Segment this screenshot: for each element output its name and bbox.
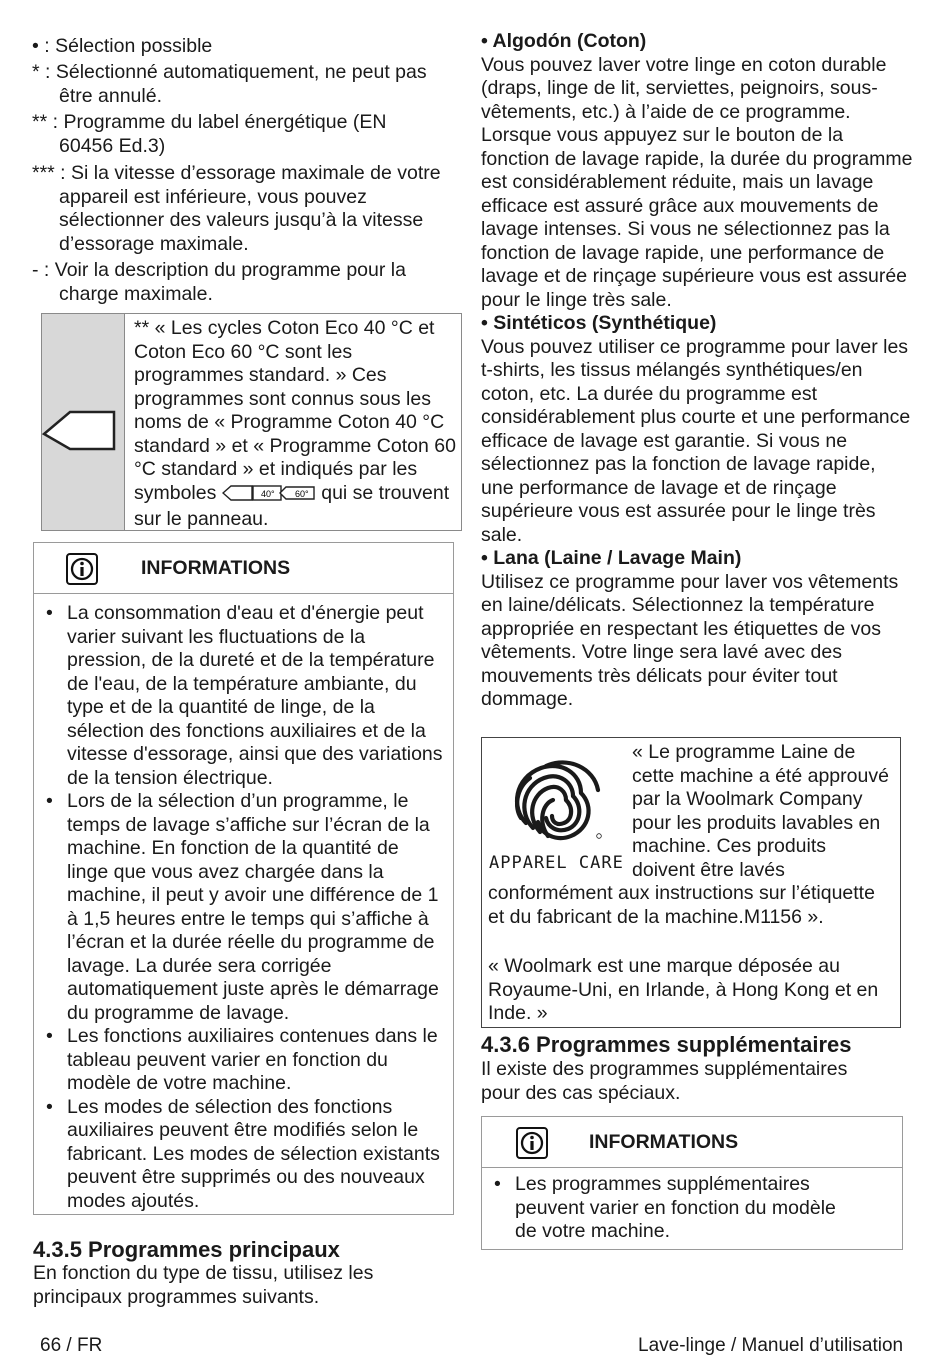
info-box [33, 542, 454, 1215]
info-title: INFORMATIONS [141, 557, 291, 579]
list-item: • La consommation d'eau et d'énergie peut varier suivant les fluctuations de la pression, de la dureté et de la température de l'eau, de la température ambiante, du type et de la quantité de linge, de la sélection des fonctions auxiliaires et de la vitesse d'essorage, ainsi que des variations de la tension électrique. [34, 602, 443, 790]
program-description: Utilisez ce programme pour laver vos vêtements en laine/délicats. Sélectionnez la température appropriée en respectant les étiquettes de vos vêtements. Votre linge sera lavé avec des mouvements très délicats pour éviter tout dommage. [481, 570, 899, 710]
legend-text: Programme du label énergétique (EN 60456 Ed.3) [59, 111, 387, 157]
program-title: • Lana (Laine / Lavage Main) [481, 547, 742, 569]
program-item [481, 312, 913, 547]
energy-symbol-60: 60° [294, 488, 309, 499]
info-list [34, 594, 453, 1213]
energy-note-tail: qui se trouvent sur le panneau. [134, 481, 450, 530]
legend-item [32, 111, 442, 158]
info-list [482, 1168, 902, 1244]
energy-label-icon [42, 314, 124, 530]
legend-item [32, 35, 452, 59]
energy-symbol-icon [222, 484, 316, 502]
energy-symbols [222, 484, 316, 509]
manual-title: Lave-linge / Manuel d’utilisation [638, 1335, 904, 1356]
legend-symbol: * : [32, 61, 51, 83]
energy-note-text [134, 317, 460, 532]
legend-text: Si la vitesse d’essorage maximale de votre appareil est inférieure, vous pouvez sélectionner des valeurs jusqu’à la vitesse d’essorage maximale. [59, 162, 441, 255]
legend-text: Sélection possible [55, 35, 213, 57]
energy-symbol-40: 40° [260, 488, 275, 499]
legend-text: Voir la description du programme pour la charge maximale. [54, 259, 406, 305]
list-item: • Lors de la sélection d’un programme, le temps de lavage s’affiche sur l’écran de la machine. En fonction de la quantité de linge que vous avez chargée dans la machine, il peut y avoir une différence de 1 à 1,5 heures entre le temps qui s’affiche à l’écran et la durée réelle du programme de lavage. La durée sera corrigée automatiquement juste après le démarrage du programme de lavage. [34, 790, 443, 1025]
legend-symbol: • : [32, 35, 50, 57]
program-description: Vous pouvez utiliser ce programme pour laver les t-shirts, les tissus mélangés synthétiques/en coton, etc. La durée du programme est considérablement plus courte et une performance efficace de lavage est garantie. Si vous ne sélectionnez pas la fonction de lavage rapide, une performance de lavage et de rinçage supérieure vous est assurée pour le linge très sale. [481, 335, 911, 546]
woolmark-icon [486, 748, 626, 848]
legend-text: Sélectionné automatiquement, ne peut pas être annulé. [55, 61, 427, 107]
list-item: • Les modes de sélection des fonctions auxiliaires peuvent être modifiés selon le fabricant. Les modes de sélection existants peuvent être supprimés ou des nouveaux modes ajoutés. [34, 1096, 443, 1214]
legend-symbol: ** : [32, 111, 59, 133]
legend-symbol: *** : [32, 162, 66, 184]
section-title: 4.3.6 Programmes supplémentaires [481, 1032, 852, 1057]
list-item: • Les programmes supplémentaires peuvent varier en fonction du modèle de votre machine. [482, 1173, 842, 1244]
energy-note-body: ** « Les cycles Coton Eco 40 °C et Coton Eco 60 °C sont les programmes standard. » Ces programmes sont connus sous les noms de « Programme Coton 40 °C standard » et « Programme Coton 60 °C standard » et indiqués par les symboles [134, 317, 456, 504]
list-item: • Les fonctions auxiliaires contenues dans le tableau peuvent varier en fonction du modèle de votre machine. [34, 1025, 443, 1096]
legend-item [32, 259, 452, 306]
section-text: En fonction du type de tissu, utilisez les principaux programmes suivants. [33, 1262, 374, 1308]
info-title: INFORMATIONS [589, 1131, 739, 1153]
info-icon [516, 1127, 548, 1159]
energy-note-sidebar [42, 314, 125, 530]
info-header [34, 543, 453, 594]
program-description: Vous pouvez laver votre linge en coton durable (draps, linge de lit, serviettes, peignoirs, sous-vêtements, etc.) à l’aide de ce programme. Lorsque vous appuyez sur le bouton de la fonction de lavage rapide, la durée du programme est considérablement réduite, mais un lavage efficace est assuré grâce aux mouvements de lavage intenses. Si vous ne sélectionnez pas la fonction de lavage rapide, une performance de lavage et de rinçage supérieure vous est assurée pour le linge très sale. [481, 53, 913, 311]
woolmark-rest-text: conformément aux instructions sur l’étiquette et du fabricant de la machine.M1156 ». [488, 882, 875, 928]
program-title: • Algodón (Coton) [481, 30, 647, 52]
section-text: Il existe des programmes supplémentaires pour des cas spéciaux. [481, 1058, 848, 1104]
programs-list [481, 30, 913, 712]
energy-label-note [41, 313, 462, 531]
woolmark-logo [486, 748, 626, 873]
legend-item [32, 61, 452, 108]
info-glyph [518, 1129, 546, 1157]
woolmark-caption: APPAREL CARE [489, 853, 624, 873]
info-icon [66, 553, 98, 585]
legend-symbol: - : [32, 259, 50, 281]
energy-label-shape [44, 412, 114, 449]
section-title: 4.3.5 Programmes principaux [33, 1237, 340, 1262]
info-glyph [68, 555, 96, 583]
program-item [481, 30, 913, 312]
woolmark-trademark-text: « Woolmark est une marque déposée au Royaume-Uni, en Irlande, à Hong Kong et en Inde. » [488, 955, 879, 1024]
woolmark-box [481, 737, 901, 1028]
woolmark-side-text: « Le programme Laine de cette machine a été approuvé par la Woolmark Company pour les produits lavables en machine. Ces produits doivent être lavés [632, 741, 889, 881]
legend-item [32, 162, 452, 256]
program-title: • Sintéticos (Synthétique) [481, 312, 717, 334]
info-header [482, 1117, 902, 1168]
info-box [481, 1116, 903, 1250]
program-item [481, 547, 913, 712]
page-number: 66 / FR [40, 1335, 103, 1356]
